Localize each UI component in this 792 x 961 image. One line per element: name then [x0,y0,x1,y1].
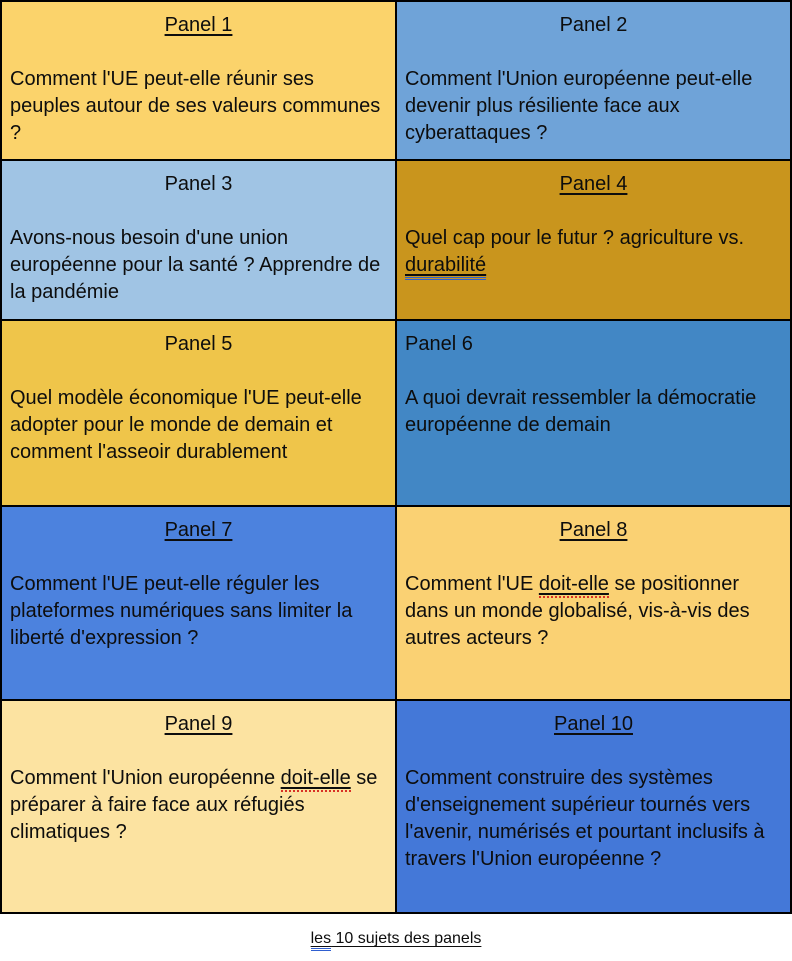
panel-2-body: Comment l'Union européenne peut-elle devenir plus résiliente face aux cyberattaques ? [405,68,753,144]
panel-6-body: A quoi devrait ressembler la démocratie européenne de demain [405,387,757,436]
panel-3-body: Avons-nous besoin d'une union européenne pour la santé ? Apprendre de la pandémie [10,227,381,303]
panel-5-cell [2,321,395,505]
table-caption: les 10 sujets des panels [311,930,482,948]
panel-3-cell [2,161,395,319]
panel-4-cell [397,161,790,319]
panel-6-cell [397,321,790,505]
panel-3-title: Panel 3 [164,173,233,195]
caption-row [0,916,792,961]
panel-8-cell [397,507,790,699]
panel-6-title: Panel 6 [405,333,473,355]
panel-10-cell [397,701,790,912]
panel-1-cell [2,2,395,159]
panel-4-title: Panel 4 [559,173,628,195]
panel-7-cell [2,507,395,699]
panel-5-body: Quel modèle économique l'UE peut-elle adopter pour le monde de demain et comment l'asseoir durablement [10,387,362,463]
panel-9-cell [2,701,395,912]
panel-1-body: Comment l'UE peut-elle réunir ses peuples autour de ses valeurs communes ? [10,68,381,144]
panel-2-title: Panel 2 [559,14,628,36]
panel-7-body: Comment l'UE peut-elle réguler les plateformes numériques sans limiter la liberté d'expression ? [10,573,353,649]
panel-9-title: Panel 9 [164,713,233,735]
panel-9-body: Comment l'Union européenne doit-elle se préparer à faire face aux réfugiés climatiques ? [10,767,378,843]
panel-10-body: Comment construire des systèmes d'enseignement supérieur tournés vers l'avenir, numérisés et pourtant inclusifs à travers l'Union européenne ? [405,767,765,870]
panel-7-title: Panel 7 [164,519,233,541]
panel-10-title: Panel 10 [554,713,633,735]
panel-5-title: Panel 5 [164,333,233,355]
panel-1-title: Panel 1 [164,14,233,36]
panel-8-body: Comment l'UE doit-elle se positionner dans un monde globalisé, vis-à-vis des autres acteurs ? [405,573,750,649]
panel-2-cell [397,2,790,159]
panel-8-title: Panel 8 [559,519,628,541]
panel-4-body: Quel cap pour le futur ? agriculture vs. durabilité [405,225,782,279]
